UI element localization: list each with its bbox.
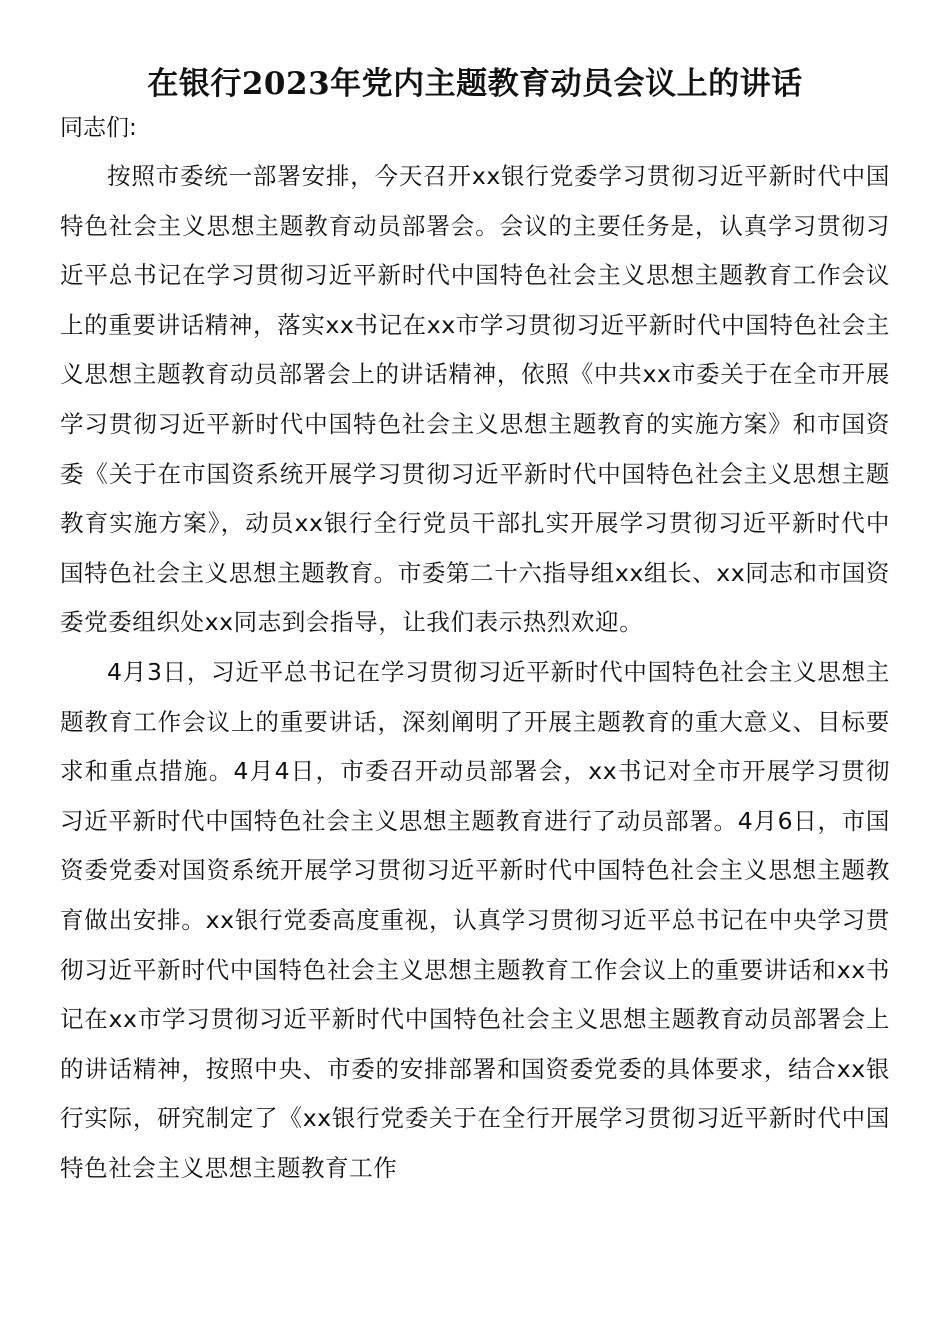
salutation: 同志们: (60, 115, 137, 141)
document-page (60, 62, 890, 1193)
body-paragraph-1: 按照市委统一部署安排，今天召开xx银行党委学习贯彻习近平新时代中国特色社会主义思想主题教育动员部署会。会议的主要任务是，认真学习贯彻习近平总书记在学习贯彻习近平新时代中国特色社会主义思想主题教育工作会议上的重要讲话精神，落实xx书记在xx市学习贯彻习近平新时代中国特色社会主义思想主题教育动员部署会上的讲话精神，依照《中共xx市委关于在全市开展学习贯彻习近平新时代中国特色社会主义思想主题教育的实施方案》和市国资委《关于在市国资系统开展学习贯彻习近平新时代中国特色社会主义思想主题教育实施方案》，动员xx银行全行党员干部扎实开展学习贯彻习近平新时代中国特色社会主义思想主题教育。市委第二十六指导组xx组长、xx同志和市国资委党委组织处xx同志到会指导，让我们表示热烈欢迎。 (60, 162, 890, 637)
body-paragraph-2: 4月3日，习近平总书记在学习贯彻习近平新时代中国特色社会主义思想主题教育工作会议上的重要讲话，深刻阐明了开展主题教育的重大意义、目标要求和重点措施。4月4日，市委召开动员部署会，xx书记对全市开展学习贯彻习近平新时代中国特色社会主义思想主题教育进行了动员部署。4月6日，市国资委党委对国资系统开展学习贯彻习近平新时代中国特色社会主义思想主题教育做出安排。xx银行党委高度重视，认真学习贯彻习近平总书记在中央学习贯彻习近平新时代中国特色社会主义思想主题教育工作会议上的重要讲话和xx书记在xx市学习贯彻习近平新时代中国特色社会主义思想主题教育动员部署会上的讲话精神，按照中央、市委的安排部署和国资委党委的具体要求，结合xx银行实际，研究制定了《xx银行党委关于在全行开展学习贯彻习近平新时代中国特色社会主义思想主题教育工作 (60, 657, 890, 1182)
document-title: 在银行2023年党内主题教育动员会议上的讲话 (147, 66, 803, 102)
